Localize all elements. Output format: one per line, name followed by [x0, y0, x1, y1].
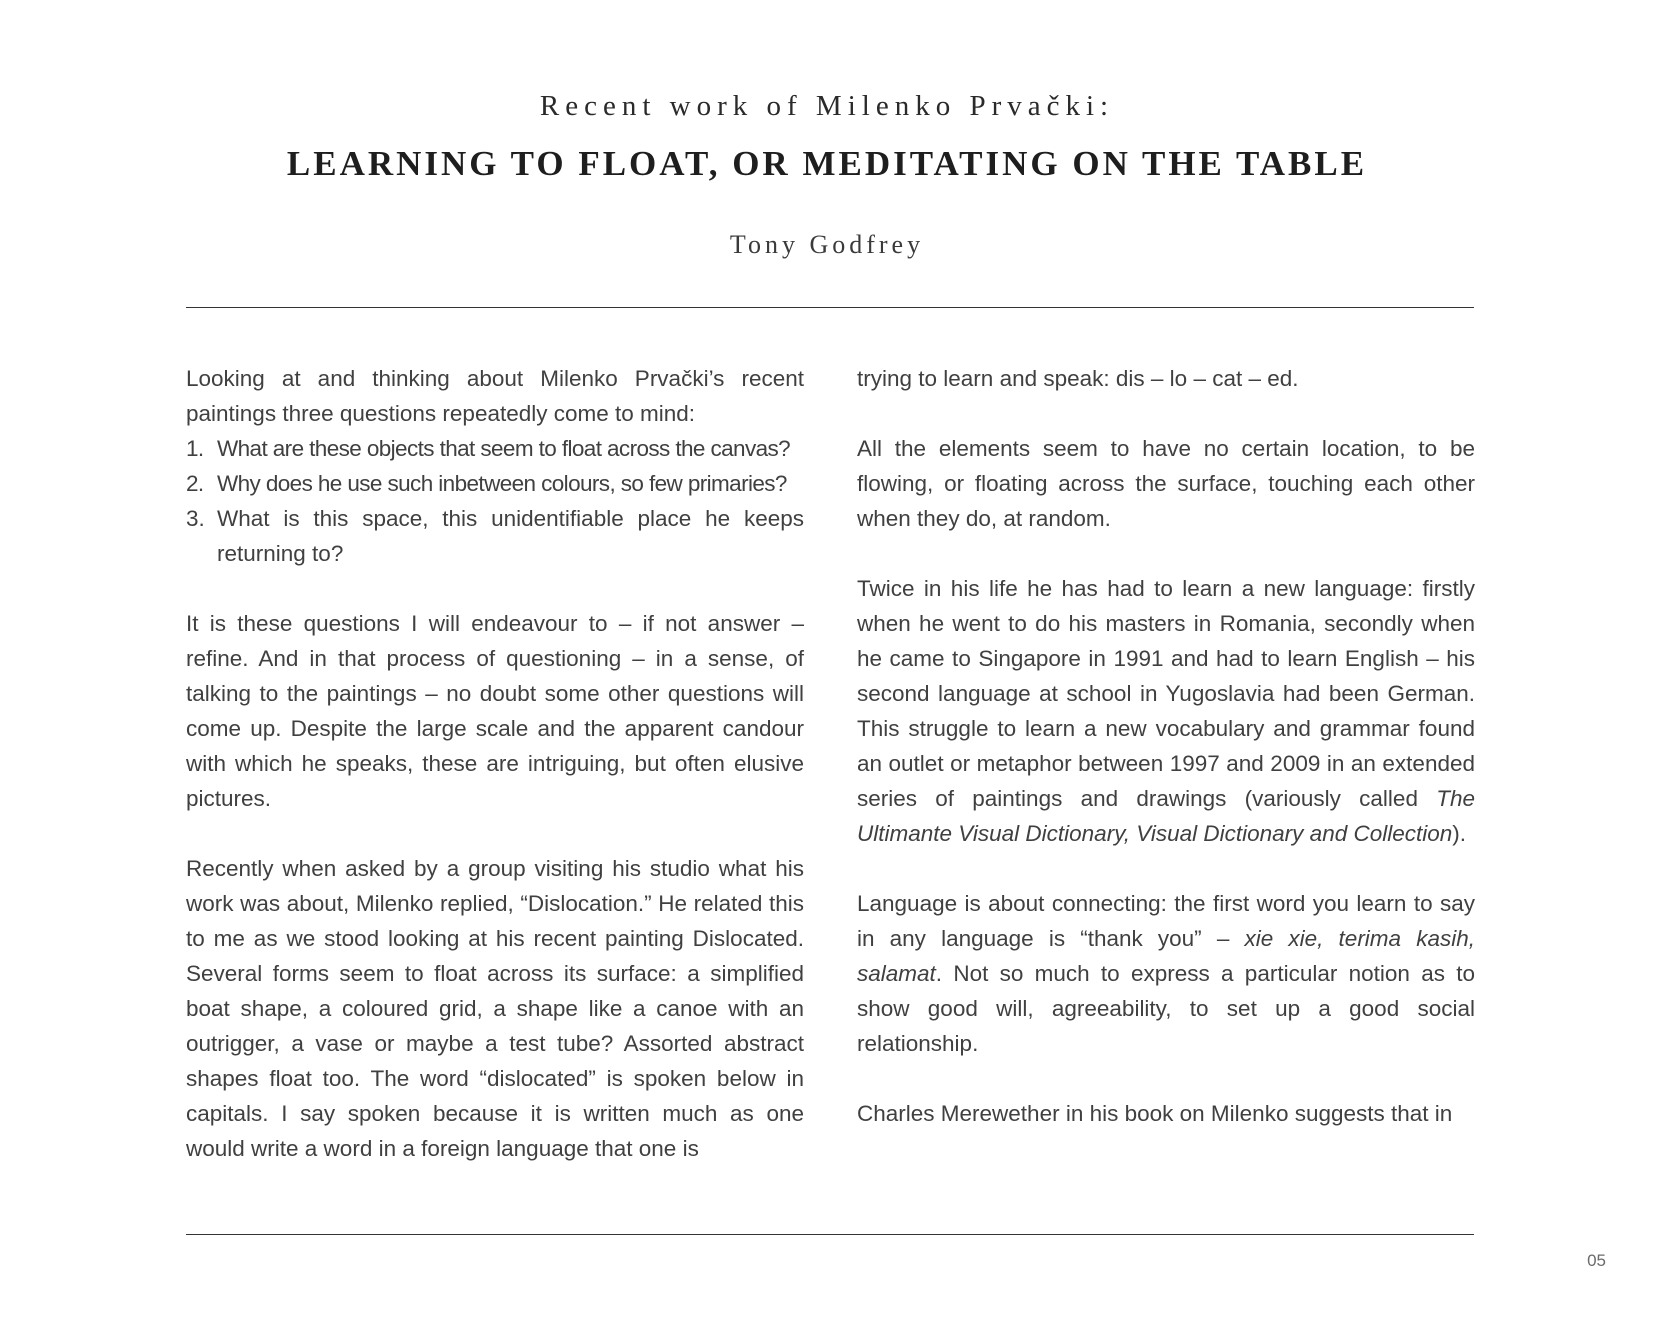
article-kicker: Recent work of Milenko Prvački: — [539, 90, 1115, 122]
question-item-1 — [186, 431, 804, 466]
question-text: What are these objects that seem to float across the canvas? — [217, 436, 791, 461]
question-text: What is this space, this unidentifiable place he keeps returning to? — [217, 506, 804, 566]
question-number: 1. — [186, 436, 204, 461]
left-column — [186, 361, 804, 1166]
right-column — [857, 361, 1475, 1131]
text-run: ). — [1452, 821, 1467, 846]
body-paragraph: Recently when asked by a group visiting his studio what his work was about, Milenko replied, “Dislocation.” He related this to me as we stood looking at his recent painting Dislocated. Several forms seem to float across its surface: a simplified boat shape, a coloured grid, a shape like a canoe with an outrigger, a vase or maybe a test tube? Assorted abstract shapes float too. The word “dislocated” is spoken below in capitals. I say spoken because it is written much as one would write a word in a foreign language that one is — [186, 856, 804, 1161]
italic-phrase: xie xie, terima kasih, salamat — [857, 926, 1475, 986]
article-title: LEARNING TO FLOAT, OR MEDITATING ON THE TABLE — [286, 144, 1368, 183]
question-number: 2. — [186, 471, 204, 496]
body-paragraph — [857, 886, 1475, 1061]
body-paragraph: trying to learn and speak: dis – lo – cat – ed. — [857, 366, 1299, 391]
page-number: 05 — [1587, 1251, 1606, 1270]
text-run: Language is about connecting: the first word you learn to say in any language is “thank you” – — [857, 891, 1475, 951]
question-item-2 — [186, 466, 804, 501]
question-text: Why does he use such inbetween colours, so few primaries? — [217, 471, 787, 496]
question-number: 3. — [186, 506, 205, 531]
body-paragraph: All the elements seem to have no certain location, to be flowing, or floating across the surface, touching each other when they do, at random. — [857, 436, 1475, 531]
text-run: . Not so much to express a particular notion as to show good will, agreeability, to set up a good social relationship. — [857, 961, 1475, 1056]
questions-list — [186, 431, 804, 571]
body-paragraph — [857, 571, 1475, 851]
intro-paragraph: Looking at and thinking about Milenko Prvački’s recent paintings three questions repeatedly come to mind: — [186, 366, 804, 426]
article-author: Tony Godfrey — [729, 230, 925, 259]
text-run: Twice in his life he has had to learn a new language: firstly when he went to do his masters in Romania, secondly when he came to Singapore in 1991 and had to learn English – his second language at school in Yugoslavia had been German. This struggle to learn a new vocabulary and grammar found an outlet or metaphor between 1997 and 2009 in an extended series of paintings and drawings (variously called — [857, 576, 1475, 811]
body-paragraph: It is these questions I will endeavour to – if not answer – refine. And in that process of questioning – in a sense, of talking to the paintings – no doubt some other questions will come up. Despite the large scale and the apparent candour with which he speaks, these are intriguing, but often elusive pictures. — [186, 611, 804, 811]
body-paragraph: Charles Merewether in his book on Milenko suggests that in — [857, 1101, 1453, 1126]
question-item-3 — [186, 501, 804, 571]
top-divider — [186, 307, 1474, 308]
italic-title: The Ultimante Visual Dictionary, Visual Dictionary and Collection — [857, 786, 1475, 846]
bottom-divider — [186, 1234, 1474, 1235]
